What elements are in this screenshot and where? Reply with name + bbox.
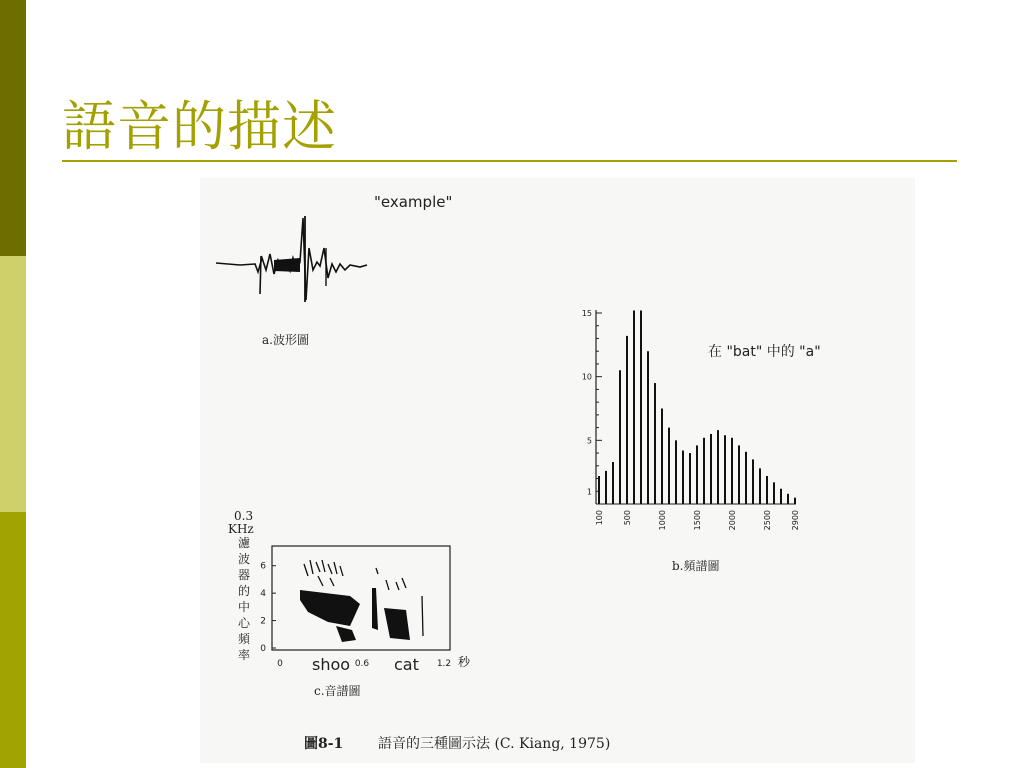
spectrogram-ylabel-unit-bottom: KHz xyxy=(228,522,254,536)
spectrum-x-tick-label: 2900 xyxy=(791,510,800,531)
waveform-caption: a.波形圖 xyxy=(262,333,309,347)
spectrogram-x-tick-label: 1.2 xyxy=(436,659,452,669)
spectrogram-ylabel-char: 頻 xyxy=(237,632,251,646)
spectrum-y-tick-label: 15 xyxy=(581,309,592,318)
spectrum-caption: b.頻譜圖 xyxy=(672,559,720,573)
waveform-word-label: "example" xyxy=(374,193,453,211)
figure-caption-text: 語音的三種圖示法 (C. Kiang, 1975) xyxy=(378,736,611,752)
spectrum-y-tick-label: 1 xyxy=(586,487,592,497)
spectrogram-ylabel-char: 器 xyxy=(237,568,251,582)
spectrogram-y-tick-label: 6 xyxy=(260,561,266,572)
spectrum-x-tick-label: 1500 xyxy=(693,510,702,531)
sidebar-band-middle xyxy=(0,256,26,512)
spectrogram-ylabel-char: 濾 xyxy=(237,536,251,550)
waveform-dense-burst xyxy=(274,258,300,272)
spectrum-annotation: 在 "bat" 中的 "a" xyxy=(708,344,821,360)
spectrum-y-tick-label: 5 xyxy=(586,436,592,446)
figure-image xyxy=(200,178,915,763)
spectrogram-x-tick-label: 0 xyxy=(277,659,283,669)
spectrogram-word-shoo: shoo xyxy=(312,655,351,674)
spectrogram-caption: c.音譜圖 xyxy=(314,684,361,698)
spectrogram-y-tick-label: 0 xyxy=(260,644,266,654)
waveform-spike-left xyxy=(260,256,261,294)
spectrogram-ylabel-char: 心 xyxy=(237,616,251,630)
spectrogram-word-cat: cat xyxy=(394,655,419,674)
spectrogram-x-tick-label: 0.6 xyxy=(354,659,370,669)
sidebar-band-bottom xyxy=(0,512,26,768)
spectrogram-ylabel-char: 波 xyxy=(237,552,251,566)
spectrum-x-tick-label: 1000 xyxy=(658,510,667,531)
spectrogram-xlabel: 秒 xyxy=(458,655,471,669)
spectrum-x-tick-label: 2500 xyxy=(763,510,772,531)
spectrum-x-tick-label: 500 xyxy=(623,510,632,526)
spectrogram-ylabel-char: 率 xyxy=(237,648,251,662)
sidebar-band-top xyxy=(0,0,26,256)
spectrum-x-tick-label: 100 xyxy=(595,510,604,526)
slide-title: 語音的描述 xyxy=(62,95,337,158)
spectrogram-ylabel-char: 中 xyxy=(237,600,251,614)
spectrogram-y-tick-label: 4 xyxy=(260,589,266,600)
spectrogram-y-tick-label: 2 xyxy=(260,616,266,627)
spectrogram-ylabel-unit-top: 0.3 xyxy=(234,509,254,523)
title-underline xyxy=(62,160,957,162)
spectrogram-ylabel-char: 的 xyxy=(237,584,251,598)
spectrum-y-tick-label: 10 xyxy=(581,372,592,382)
spectrum-x-tick-label: 2000 xyxy=(728,510,737,531)
figure-caption-label: 圖8-1 xyxy=(304,736,344,752)
